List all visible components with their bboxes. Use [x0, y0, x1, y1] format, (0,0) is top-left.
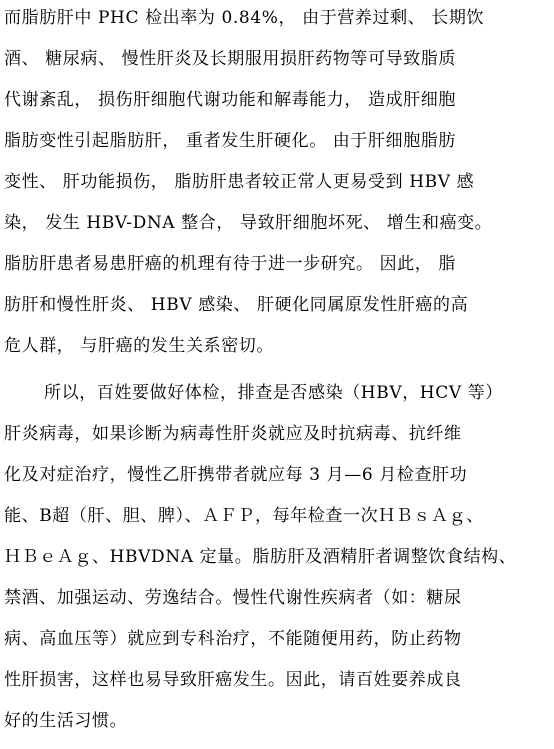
- paragraph-1-line-7: 脂肪肝患者易患肝癌的机理有待于进一步研究。 因此， 脂: [4, 254, 457, 274]
- paragraph-2-line-6: 禁酒、加强运动、劳逸结合。慢性代谢性疾病者（如：糖尿: [4, 588, 462, 608]
- paragraph-1-line-6: 染， 发生 HBV-DNA 整合， 导致肝细胞坏死、 增生和癌变。: [4, 213, 493, 233]
- paragraph-2-line-2: 肝炎病毒，如果诊断为病毒性肝炎就应及时抗病毒、抗纤维: [4, 424, 462, 444]
- paragraph-2-line-3: 化及对症治疗，慢性乙肝携带者就应每 3 月—6 月检查肝功: [4, 465, 468, 485]
- paragraph-1-line-2: 酒、 糖尿病、 慢性肝炎及长期服用损肝药物等可导致脂质: [4, 49, 457, 69]
- paragraph-2-line-7: 病、高血压等）就应到专科治疗，不能随便用药，防止药物: [4, 629, 462, 649]
- paragraph-2-line-1: 所以，百姓要做好体检，排查是否感染（HBV，HCV 等）: [44, 383, 503, 403]
- paragraph-1-line-8: 肪肝和慢性肝炎、 HBV 感染、 肝硬化同属原发性肝癌的高: [4, 295, 469, 315]
- paragraph-1-line-4: 脂肪变性引起脂肪肝， 重者发生肝硬化。 由于肝细胞脂肪: [4, 131, 457, 151]
- paragraph-1-line-1: 而脂肪肝中 PHC 检出率为 0.84%， 由于营养过剩、 长期饮: [4, 8, 485, 28]
- paragraph-2-line-5: ＨＢｅＡｇ、HBVDNA 定量。脂肪肝及酒精肝者调整饮食结构、: [4, 547, 517, 567]
- paragraph-1-line-9: 危人群， 与肝癌的发生关系密切。: [4, 336, 275, 356]
- paragraph-2-line-9: 好的生活习惯。: [4, 711, 128, 731]
- paragraph-1-line-5: 变性、 肝功能损伤， 脂肪肝患者较正常人更易受到 HBV 感: [4, 172, 475, 192]
- paragraph-2-line-4: 能、B超（肝、胆、脾）、ＡＦＰ，每年检查一次ＨＢｓＡｇ、: [4, 506, 484, 526]
- paragraph-2-line-8: 性肝损害，这样也易导致肝癌发生。因此，请百姓要养成良: [4, 670, 462, 690]
- paragraph-1-line-3: 代谢紊乱， 损伤肝细胞代谢功能和解毒能力， 造成肝细胞: [4, 90, 457, 110]
